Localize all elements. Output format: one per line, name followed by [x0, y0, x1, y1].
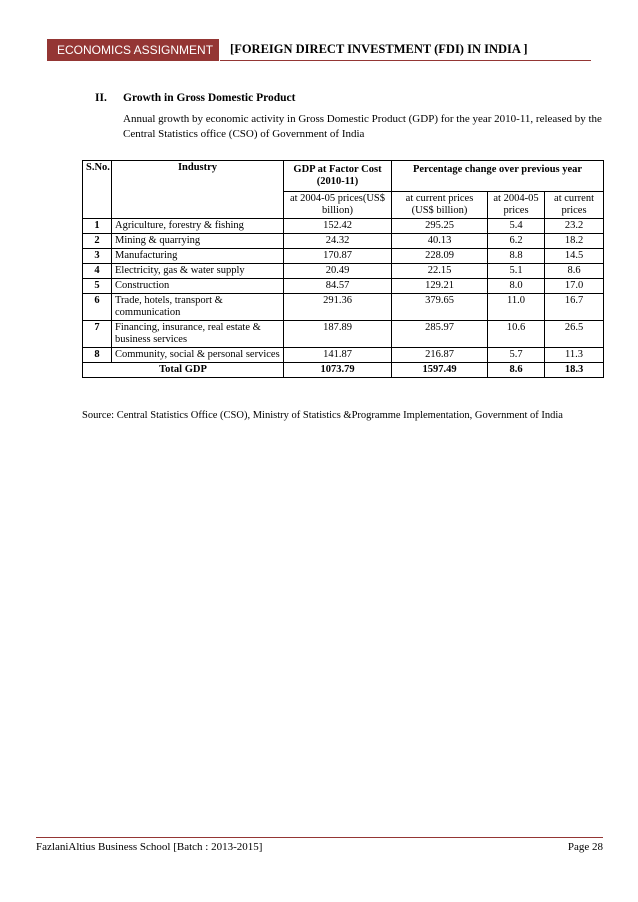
page-number: Page 28: [567, 841, 603, 853]
row-industry: Construction: [112, 279, 284, 294]
table-row: [83, 279, 604, 294]
table-row: [83, 234, 604, 249]
col-pct: Percentage change over previous year: [392, 161, 604, 192]
row-gdp: 20.49: [284, 264, 392, 279]
col-pct-sub2: at 2004-05 prices: [488, 192, 545, 219]
row-gdp: 291.36: [284, 294, 392, 321]
row-industry: Agriculture, forestry & fishing: [112, 219, 284, 234]
col-sno: S.No.: [83, 161, 112, 219]
header-title: [FOREIGN DIRECT INVESTMENT (FDI) IN INDIA ]: [220, 40, 591, 61]
row-current-prices: 129.21: [392, 279, 488, 294]
row-pct-current: 11.3: [545, 348, 604, 363]
col-gdp-sub: at 2004-05 prices(US$ billion): [284, 192, 392, 219]
row-current-prices: 379.65: [392, 294, 488, 321]
row-sno: 6: [83, 294, 112, 321]
row-gdp: 187.89: [284, 321, 392, 348]
col-pct-sub1: at current prices (US$ billion): [392, 192, 488, 219]
row-current-prices: 216.87: [392, 348, 488, 363]
row-sno: 7: [83, 321, 112, 348]
row-gdp: 170.87: [284, 249, 392, 264]
row-industry: Electricity, gas & water supply: [112, 264, 284, 279]
row-gdp: 152.42: [284, 219, 392, 234]
row-sno: 2: [83, 234, 112, 249]
row-industry: Community, social & personal services: [112, 348, 284, 363]
row-pct-2004-05: 10.6: [488, 321, 545, 348]
footer-left: FazlaniAltius Business School [Batch : 2013-2015]: [36, 841, 263, 853]
total-gdp: 1073.79: [284, 363, 392, 378]
row-pct-current: 23.2: [545, 219, 604, 234]
total-row: [83, 363, 604, 378]
row-sno: 1: [83, 219, 112, 234]
total-cur: 1597.49: [392, 363, 488, 378]
row-pct-current: 14.5: [545, 249, 604, 264]
col-industry: Industry: [112, 161, 284, 219]
row-pct-2004-05: 6.2: [488, 234, 545, 249]
row-current-prices: 285.97: [392, 321, 488, 348]
section-intro: Annual growth by economic activity in Gross Domestic Product (GDP) for the year 2010-11, released by the Central Statistics office (CSO) of Government of India: [123, 113, 602, 140]
row-pct-current: 17.0: [545, 279, 604, 294]
table-row: [83, 348, 604, 363]
row-sno: 5: [83, 279, 112, 294]
table-row: [83, 249, 604, 264]
page-header: [47, 37, 591, 61]
section-number: II.: [95, 92, 107, 104]
table-row: [83, 321, 604, 348]
section-title: Growth in Gross Domestic Product: [123, 92, 296, 104]
row-industry: Mining & quarrying: [112, 234, 284, 249]
row-current-prices: 40.13: [392, 234, 488, 249]
source-note: Source: Central Statistics Office (CSO), Ministry of Statistics &Programme Implementation, Government of India: [82, 410, 563, 421]
row-current-prices: 22.15: [392, 264, 488, 279]
row-industry: Trade, hotels, transport & communication: [112, 294, 284, 321]
row-pct-2004-05: 8.0: [488, 279, 545, 294]
row-sno: 4: [83, 264, 112, 279]
col-pct-sub3: at current prices: [545, 192, 604, 219]
table-row: [83, 219, 604, 234]
row-current-prices: 228.09: [392, 249, 488, 264]
row-gdp: 24.32: [284, 234, 392, 249]
row-pct-2004-05: 5.7: [488, 348, 545, 363]
row-sno: 3: [83, 249, 112, 264]
row-sno: 8: [83, 348, 112, 363]
page-footer: [36, 837, 603, 853]
row-gdp: 141.87: [284, 348, 392, 363]
row-pct-current: 18.2: [545, 234, 604, 249]
table-header-row: [83, 161, 604, 192]
row-pct-current: 16.7: [545, 294, 604, 321]
col-gdp: GDP at Factor Cost (2010-11): [284, 161, 392, 192]
row-pct-current: 8.6: [545, 264, 604, 279]
row-pct-2004-05: 8.8: [488, 249, 545, 264]
total-pcur: 18.3: [545, 363, 604, 378]
section-heading: [95, 92, 296, 104]
header-tag: ECONOMICS ASSIGNMENT: [47, 39, 220, 61]
row-pct-2004-05: 5.4: [488, 219, 545, 234]
total-label: Total GDP: [83, 363, 284, 378]
row-industry: Financing, insurance, real estate & business services: [112, 321, 284, 348]
row-gdp: 84.57: [284, 279, 392, 294]
row-pct-current: 26.5: [545, 321, 604, 348]
table-row: [83, 264, 604, 279]
row-pct-2004-05: 11.0: [488, 294, 545, 321]
gdp-table: [82, 160, 604, 378]
row-pct-2004-05: 5.1: [488, 264, 545, 279]
table-row: [83, 294, 604, 321]
row-current-prices: 295.25: [392, 219, 488, 234]
row-industry: Manufacturing: [112, 249, 284, 264]
total-p0405: 8.6: [488, 363, 545, 378]
